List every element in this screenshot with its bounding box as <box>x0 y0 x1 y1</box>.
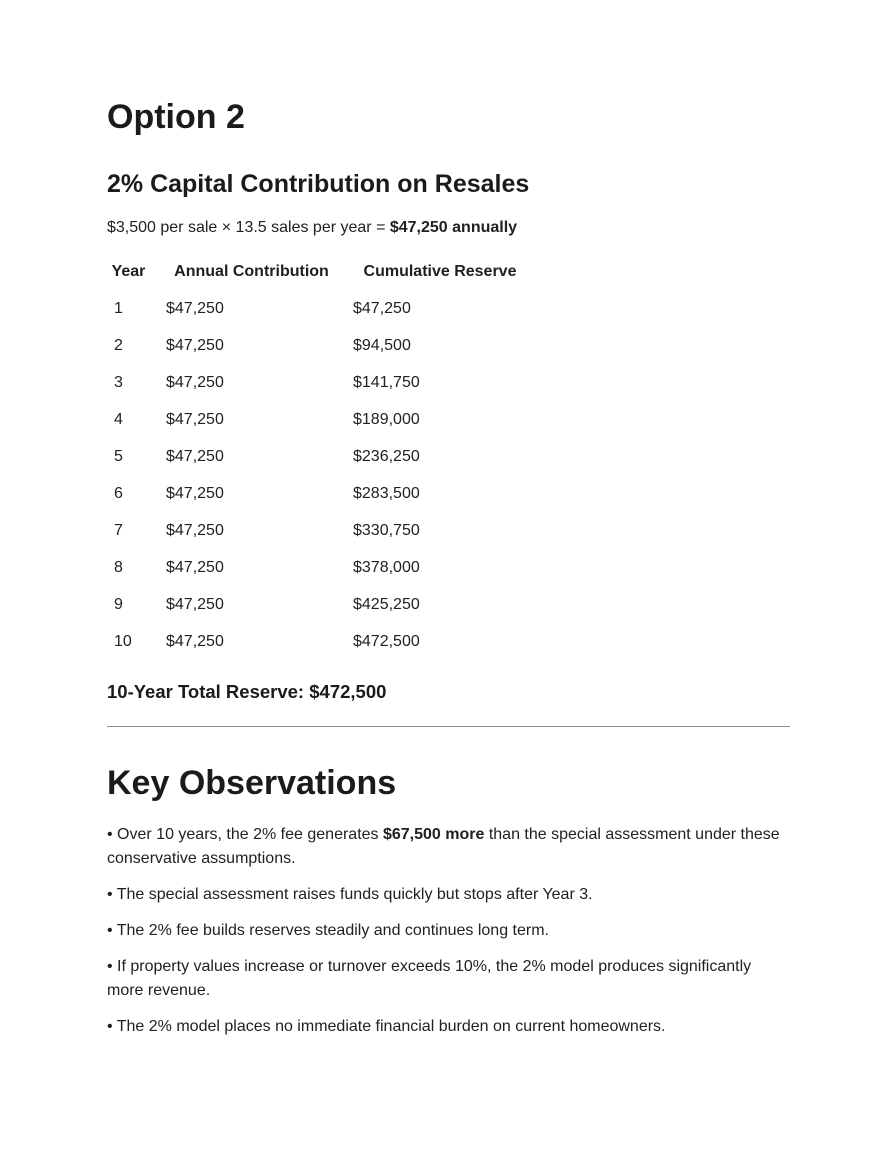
table-row <box>107 438 535 475</box>
cell-annual: $47,250 <box>166 522 224 539</box>
total-reserve-line: 10-Year Total Reserve: $472,500 <box>107 681 387 702</box>
observation-bullet: • If property values increase or turnover exceeds 10%, the 2% model produces significantly more revenue. <box>107 958 752 999</box>
table-row <box>107 327 535 364</box>
cell-year: 9 <box>114 596 123 613</box>
cell-year: 7 <box>114 522 123 539</box>
cell-year: 6 <box>114 485 123 502</box>
cell-year: 8 <box>114 559 123 576</box>
cell-annual: $47,250 <box>166 559 224 576</box>
cell-annual: $47,250 <box>166 448 224 465</box>
observation-bullet: • The 2% model places no immediate financial burden on current homeowners. <box>107 1018 666 1035</box>
cell-cumulative: $141,750 <box>353 374 420 391</box>
cell-year: 4 <box>114 411 123 428</box>
table-row <box>107 401 535 438</box>
cell-year: 1 <box>114 300 123 317</box>
cell-cumulative: $94,500 <box>353 337 411 354</box>
section-subtitle: 2% Capital Contribution on Resales <box>107 170 530 198</box>
observation-bullet: • The special assessment raises funds quickly but stops after Year 3. <box>107 886 593 903</box>
observation-bullet: • The 2% fee builds reserves steadily and continues long term. <box>107 922 549 939</box>
observation-bullet: • Over 10 years, the 2% fee generates $67,500 more than the special assessment under these conservative assumptions. <box>107 826 780 867</box>
calculation-line: $3,500 per sale × 13.5 sales per year = $47,250 annually <box>107 219 518 236</box>
cell-cumulative: $283,500 <box>353 485 420 502</box>
cell-cumulative: $47,250 <box>353 300 411 317</box>
cell-year: 2 <box>114 337 123 354</box>
cell-year: 3 <box>114 374 123 391</box>
table-row <box>107 549 535 586</box>
cell-year: 10 <box>114 633 132 650</box>
table-row <box>107 364 535 401</box>
cell-annual: $47,250 <box>166 485 224 502</box>
reserve-table <box>107 260 535 660</box>
cell-cumulative: $472,500 <box>353 633 420 650</box>
cell-annual: $47,250 <box>166 411 224 428</box>
key-observations-heading: Key Observations <box>107 764 397 802</box>
column-header-year: Year <box>111 263 146 280</box>
cell-annual: $47,250 <box>166 596 224 613</box>
cell-annual: $47,250 <box>166 300 224 317</box>
cell-cumulative: $330,750 <box>353 522 420 539</box>
cell-cumulative: $236,250 <box>353 448 420 465</box>
table-row <box>107 512 535 549</box>
column-header-annual-contribution: Annual Contribution <box>174 263 329 280</box>
cell-annual: $47,250 <box>166 337 224 354</box>
cell-cumulative: $378,000 <box>353 559 420 576</box>
cell-cumulative: $425,250 <box>353 596 420 613</box>
cell-annual: $47,250 <box>166 633 224 650</box>
page-title: Option 2 <box>107 98 245 136</box>
cell-cumulative: $189,000 <box>353 411 420 428</box>
column-header-cumulative-reserve: Cumulative Reserve <box>363 263 517 280</box>
table-header-row <box>107 260 535 290</box>
table-row <box>107 623 535 660</box>
table-row <box>107 586 535 623</box>
cell-annual: $47,250 <box>166 374 224 391</box>
table-row <box>107 290 535 327</box>
cell-year: 5 <box>114 448 123 465</box>
table-row <box>107 475 535 512</box>
section-divider <box>107 726 790 727</box>
